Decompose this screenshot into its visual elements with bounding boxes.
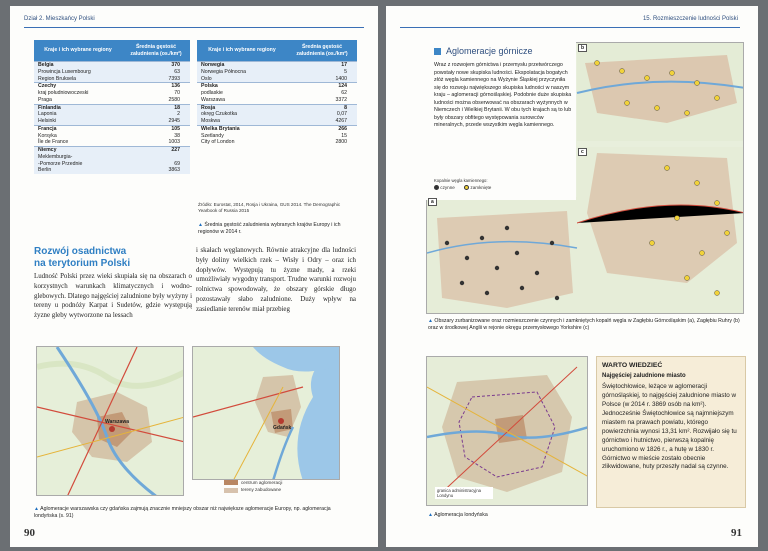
table-header-regions: Kraje i ich wybrane regiony (197, 40, 287, 62)
table-header-regions: Kraje i ich wybrane regiony (34, 40, 122, 62)
density-value: 4267 (287, 118, 357, 125)
region-name: Belgia (34, 62, 122, 69)
table-row (34, 167, 190, 174)
caption-triangle-icon: ▲ (198, 222, 203, 228)
city-label: Gdańsk (273, 425, 292, 431)
density-value: 124 (287, 83, 357, 90)
map-letter-a: a (428, 198, 437, 206)
mining-map-caption: ▲ Obszary zurbanizowane oraz rozmieszczenie czynnych i zamkniętych kopalń węgla w Zagłębiu Górnośląskim (a), Zagłębiu Ruhry (b) oraz w środkowej Anglii w rejonie okręgu przemysłowego Yorkshire (c) (428, 318, 740, 332)
density-value: 62 (341, 90, 347, 96)
header-rule (24, 27, 364, 28)
table-row (197, 97, 357, 104)
density-value: 227 (122, 147, 190, 154)
header-rule (400, 27, 740, 28)
gdansk-agglomeration-map (192, 346, 340, 480)
fact-box-title: WARTO WIEDZIEĆ (602, 362, 663, 369)
caption-triangle-icon: ▲ (34, 506, 39, 512)
page-header: 15. Rozmieszczenie ludności Polski (642, 16, 738, 22)
table-row (34, 76, 190, 83)
page-number: 91 (731, 527, 742, 539)
table-row (34, 111, 190, 118)
density-table-right (197, 40, 357, 146)
table-row (197, 90, 357, 97)
table-row (34, 139, 190, 146)
density-table-left (34, 40, 190, 174)
region-name: Korsyka (38, 132, 57, 139)
region-name: Norwegia (197, 62, 287, 69)
density-value: 5 (287, 69, 357, 76)
section-square-icon (434, 48, 441, 55)
table-row (197, 133, 357, 140)
right-page (386, 6, 758, 547)
density-value: 8 (287, 104, 357, 111)
caption-triangle-icon: ▲ (428, 318, 433, 324)
density-value: 266 (287, 125, 357, 132)
density-value: 1400 (287, 76, 357, 83)
table-caption: ▲ Średnia gęstość zaludnienia wybranych krajów Europy i ich regionów w 2014 r. (198, 222, 341, 236)
aglo-title: Aglomeracje górnicze (446, 46, 533, 56)
table-row (34, 147, 190, 154)
table-row (34, 83, 190, 90)
left-page (10, 6, 378, 547)
density-value: 3372 (335, 96, 347, 103)
region-name: Île de France (38, 139, 69, 146)
closed-mine-icon (464, 185, 469, 190)
region-name: Rosja (197, 104, 287, 111)
map-legend (224, 480, 282, 493)
page-header: Dział 2. Mieszkańcy Polski (24, 16, 95, 22)
city-label: Warszawa (105, 419, 129, 425)
caption-triangle-icon: ▲ (428, 512, 433, 518)
table-header-density: Średnia gęstość zaludnienia (os./km²) (122, 40, 190, 62)
region-name: -Pomorze Przednie (34, 161, 122, 168)
density-value: 1003 (168, 139, 180, 146)
legend-swatch (224, 488, 238, 493)
table-row (197, 111, 357, 118)
density-value: 70 (174, 90, 180, 96)
table-row (197, 62, 357, 69)
density-value: 69 (122, 161, 190, 168)
density-value: 136 (122, 83, 190, 90)
density-value: 15 (341, 132, 347, 139)
region-name: Helsinki (34, 118, 122, 125)
region-name: Oslo (197, 76, 287, 83)
page-number: 90 (24, 527, 35, 539)
density-value: 2580 (168, 96, 180, 103)
density-value: 105 (122, 125, 190, 132)
region-name: Berlin (34, 167, 122, 174)
table-row (197, 139, 357, 146)
density-value: 2 (122, 111, 190, 118)
region-name: Moskwa (197, 118, 287, 125)
region-name: Polska (197, 83, 287, 90)
region-name: Czechy (34, 83, 122, 90)
region-name: kraj południowoczeski (38, 90, 89, 96)
region-name: okręg Czukotka (197, 111, 287, 118)
london-legend: granica administracyjna Londynu (435, 487, 493, 499)
london-agglomeration-map (426, 356, 588, 506)
region-name: Norwegia Północna (197, 69, 287, 76)
table-row (34, 97, 190, 104)
aglo-body: Wraz z rozwojem górnictwa i przemysłu przetwórczego powstały nowe skupiska ludności. Ekspolatacja bogatych złóż węgla kamiennego na Wyżynie Śląskiej przyczyniła się do rozwoju największego skupiska ludności w naszym kraju – aglomeracji górnośląskiej. Podobnie duże skupiska ludności można obserwować na obszarach wyżynnych w Niemczech i Wielkiej Brytanii. W obu tych krajach są to lub były obszary obfitego występowania surowców mineralnych, przede wszystkim węgla kamiennego. (434, 62, 572, 129)
density-value: 2800 (335, 139, 347, 146)
density-value: 2945 (122, 118, 190, 125)
table-row (34, 90, 190, 97)
body-text-col2: i skałach węglanowych. Równie atrakcyjne dla ludności były doliny wielkich rzek – Wisły i Odry – oraz ich dopływów. Występują tu żyzne mady, a rzeki umożliwiały wygodny transport. Trudne warunki rozwoju rolnictwa spowodowały, że obszary górskie długo pozostawały słabo zaludnione. Duży wpływ na zasiedlanie terenów miał przebieg (196, 247, 356, 313)
table-row (34, 69, 190, 76)
body-text-col1: Ludność Polski przez wieki skupiała się na obszarach o korzystnych warunkach klimatycznych i wodno-glebowych. Dlatego najgęściej zaludnione były wyżyny i tereny u podnóży Karpat i Sudetów, gdzie występują żyzne gleby wytworzone na lessach (34, 273, 192, 320)
table-row (197, 104, 357, 111)
density-value: 7393 (122, 76, 190, 83)
region-name: Francja (34, 125, 122, 132)
table-row (34, 104, 190, 111)
density-value (122, 154, 190, 161)
region-name: Wielka Brytania (197, 125, 287, 132)
region-name: Finlandia (34, 104, 122, 111)
table-source: Źródło: Eurostat, 2014, Rosja i Ukraina, GUS 2014. The Demographic Yearbook of Russia 2015 (198, 202, 341, 214)
legend-item: tereny zabudowane (224, 487, 282, 492)
density-value: 0,07 (287, 111, 357, 118)
fact-box-body: Świętochłowice, leżące w aglomeracji górnośląskiej, to najgęściej zaludnione miasto w Polsce (w 2014 r. 3869 osób na km²). Jednocześnie Świętochłowice są najmniejszym miastem na prawach powiatu, którego powierzchnia wynosi 13,31 km². Rozwijało się tu górnictwo i hutnictwo, pierwszą kopalnię uruchomiono w 1826 r., a hutę w 1830 r. Górnictwo w mieście zostało obecnie zlikwidowane, huty przeszły nadal są czynne. (602, 383, 737, 471)
london-caption: ▲ Aglomeracja londyńska (428, 512, 488, 518)
region-name: Szetlandy (201, 132, 224, 139)
maps-caption: ▲ Aglomeracje warszawska czy gdańska zajmują znacznie mniejszy obszar niż największe aglomeracje Europy, np. aglomeracja londyńska (s. 91) (34, 506, 331, 520)
section-title: Rozwój osadnictwa na terytorium Polski (34, 246, 131, 269)
legend-item: centrum aglomeracji (224, 480, 282, 485)
table-row (197, 118, 357, 125)
region-name: Warszawa (201, 96, 226, 103)
density-value: 370 (122, 62, 190, 69)
table-row (34, 118, 190, 125)
density-value: 17 (287, 62, 357, 69)
table-row (34, 62, 190, 69)
region-name: Region Bruksela (34, 76, 122, 83)
table-row (197, 125, 357, 132)
map-letter-c: c (578, 148, 587, 156)
active-mine-icon (434, 185, 439, 190)
region-name: Praga (38, 96, 52, 103)
table-header-density: Średnia gęstość zaludnienia (os./km²) (287, 40, 357, 62)
fact-box-subtitle: Najgęściej zaludnione miasto (602, 373, 686, 379)
map-letter-b: b (578, 44, 587, 52)
table-row (197, 76, 357, 83)
density-value: 63 (122, 69, 190, 76)
region-name: podlaskie (201, 90, 223, 96)
region-name: Prowincja Luxembourg (34, 69, 122, 76)
density-value: 3863 (122, 167, 190, 174)
table-row (34, 154, 190, 161)
table-row (34, 161, 190, 168)
density-value: 18 (122, 104, 190, 111)
table-row (197, 69, 357, 76)
region-name: Laponia (34, 111, 122, 118)
legend-swatch (224, 480, 238, 485)
region-name: Meklemburgia- (34, 154, 122, 161)
table-row (34, 125, 190, 132)
warsaw-agglomeration-map (36, 346, 184, 496)
region-name: Niemcy (34, 147, 122, 154)
density-value: 38 (174, 132, 180, 139)
table-row (197, 83, 357, 90)
mines-legend: Kopalnie węgla kamiennego: czynne zamknięte (434, 178, 492, 190)
region-name: City of London (201, 139, 235, 146)
